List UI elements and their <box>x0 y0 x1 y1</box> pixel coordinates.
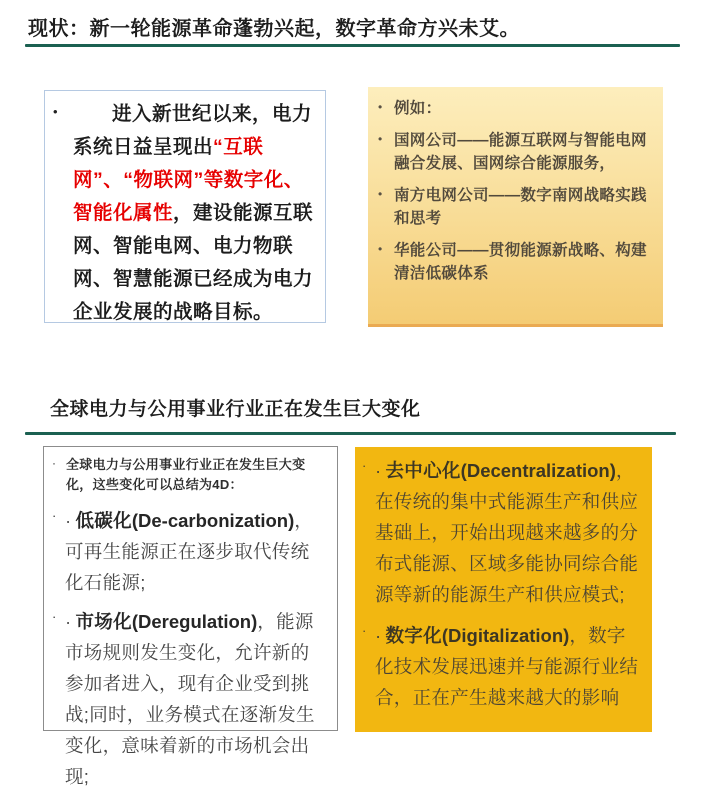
change-item-text <box>375 455 643 610</box>
example-item <box>378 239 653 285</box>
section1-title: 现状：新一轮能源革命蓬勃兴起，数字革命方兴未艾。 <box>28 18 520 40</box>
section2-title: 全球电力与公用事业行业正在发生巨大变化 <box>50 399 421 420</box>
change-head: 低碳化 <box>75 510 132 531</box>
bullet-icon: · <box>52 508 57 523</box>
bullet-icon: • <box>53 104 58 119</box>
bullet-icon: • <box>378 100 383 114</box>
change-item-decarbonization <box>52 505 328 598</box>
example-southern-grid: 南方电网公司——数字南网战略实践和思考 <box>394 187 647 227</box>
example-item <box>378 97 653 120</box>
change-head: 去中心化 <box>385 460 461 481</box>
bullet-icon: · <box>362 458 367 473</box>
four-d-changes-box <box>43 446 338 787</box>
change-latin: (Decentralization) <box>460 460 616 481</box>
change-latin: (De-carbonization) <box>131 510 295 531</box>
bullet-icon: · <box>52 609 57 624</box>
power-system-text-box <box>44 90 326 323</box>
dot-icon: · <box>65 611 72 632</box>
example-state-grid: 国网公司——能源互联网与智能电网融合发展、国网综合能源服务， <box>394 132 647 172</box>
paragraph-segment-black: ，建设能源互联网、智能电网、电力物联网、智慧能源已经成为电力企业发展的战略目标。 <box>73 202 314 323</box>
bullet-icon: • <box>378 187 383 201</box>
paragraph-segment-red-highlight: “互联网”、“物联网”等数字化、智能化属性 <box>73 136 304 224</box>
change-head: 数字化 <box>385 625 442 646</box>
bullet-icon: • <box>378 242 383 256</box>
change-body: ，数字化技术发展迅速并与能源行业结合，正在产生越来越大的影响 <box>375 625 639 708</box>
bullet-icon: · <box>362 623 367 638</box>
change-body: ，可再生能源正在逐步取代传统化石能源; <box>65 510 314 593</box>
change-head: 市场化 <box>75 611 132 632</box>
paragraph-segment-black: 进入新世纪以来，电力系统日益呈现出 <box>73 103 313 158</box>
dot-icon: · <box>375 460 382 481</box>
change-latin: (Deregulation) <box>131 611 258 632</box>
dot-icon: · <box>65 510 72 531</box>
change-item-text <box>65 505 328 598</box>
change-body: ，在传统的集中式能源生产和供应基础上，开始出现越来越多的分布式能源、区域多能协同综合能源等新的能源生产和供应模式; <box>375 460 639 605</box>
dot-icon: · <box>375 625 382 646</box>
change-latin: (Digitalization) <box>441 625 570 646</box>
section2-title-underline <box>25 432 676 435</box>
change-item-deregulation <box>52 606 328 792</box>
example-huaneng: 华能公司——贯彻能源新战略、构建清洁低碳体系 <box>394 242 647 282</box>
change-item-text <box>375 620 643 713</box>
section1-title-underline <box>25 44 680 47</box>
change-item-digitalization <box>362 620 643 713</box>
change-item-text <box>65 606 328 792</box>
example-label: 例如： <box>394 100 442 117</box>
four-d-intro-text: 全球电力与公用事业行业正在发生巨大变化，这些变化可以总结为4D： <box>66 457 306 492</box>
bullet-icon: · <box>52 456 56 470</box>
change-body: ，能源市场规则发生变化，允许新的参加者进入，现有企业受到挑战;同时，业务模式在逐渐发生变化，意味着新的市场机会出现; <box>65 611 315 787</box>
examples-yellow-box <box>368 87 663 327</box>
example-item <box>378 129 653 175</box>
decentralization-digitalization-yellow-box <box>355 447 652 732</box>
four-d-intro <box>52 455 328 495</box>
bullet-icon: • <box>378 132 383 146</box>
change-item-decentralization <box>362 455 643 610</box>
power-system-paragraph <box>73 98 317 322</box>
example-item <box>378 184 653 230</box>
